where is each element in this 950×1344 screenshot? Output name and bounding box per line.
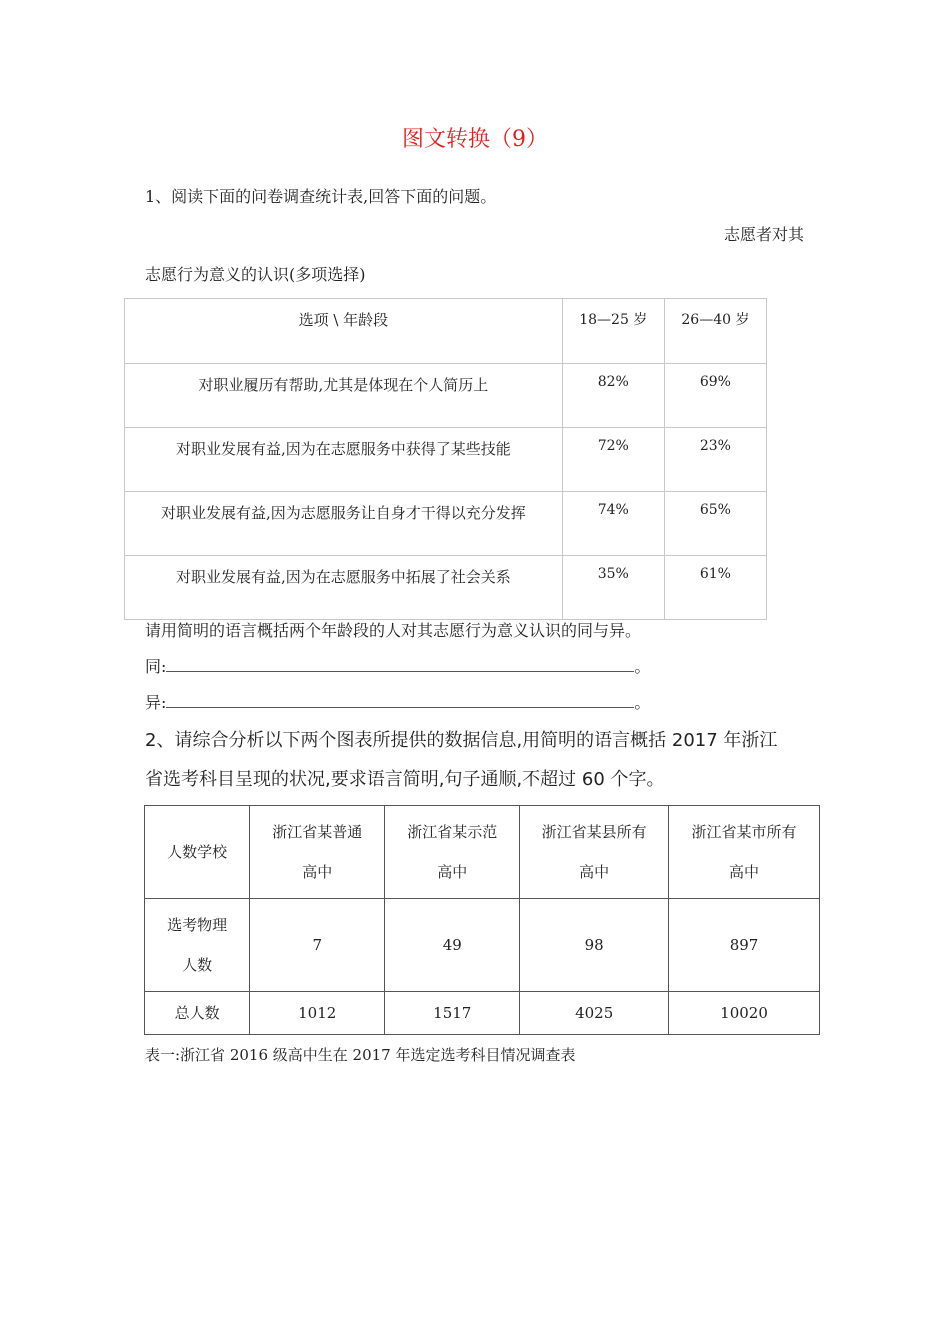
table-caption: 表一:浙江省 2016 级高中生在 2017 年选定选考科目情况调查表: [145, 1046, 576, 1064]
school-cell: 浙江省某县所有 高中: [520, 806, 669, 899]
table-row: [125, 364, 767, 428]
header-cell: 26—40 岁: [664, 299, 766, 364]
end-mark: 。: [634, 657, 651, 676]
header-cell: 选项 \ 年龄段: [125, 299, 563, 364]
option-cell: 对职业发展有益,因为在志愿服务中拓展了社会关系: [125, 556, 563, 620]
end-mark: 。: [634, 693, 651, 712]
table-header-row: [125, 299, 767, 364]
corner-cell: 人数学校: [145, 806, 250, 899]
value-cell: 7: [250, 899, 385, 992]
value-cell: 1517: [385, 992, 520, 1035]
diff-label: 异:: [145, 693, 167, 712]
value-cell: 98: [520, 899, 669, 992]
answer-same-blank[interactable]: [166, 657, 634, 672]
value-cell: 65%: [664, 492, 766, 556]
school-cell: 浙江省某示范 高中: [385, 806, 520, 899]
question-2-line-1: 2、请综合分析以下两个图表所提供的数据信息,用简明的语言概括 2017 年浙江: [145, 730, 778, 751]
table-row: [145, 899, 820, 992]
table-row: [125, 556, 767, 620]
option-cell: 对职业发展有益,因为在志愿服务中获得了某些技能: [125, 428, 563, 492]
answer-diff-blank[interactable]: [166, 693, 634, 708]
value-cell: 35%: [562, 556, 664, 620]
value-cell: 10020: [669, 992, 820, 1035]
header-cell: 18—25 岁: [562, 299, 664, 364]
value-cell: 23%: [664, 428, 766, 492]
answer-diff-row: [145, 690, 650, 713]
same-label: 同:: [145, 657, 167, 676]
school-cell: 浙江省某市所有 高中: [669, 806, 820, 899]
value-cell: 61%: [664, 556, 766, 620]
question-2-line-2: 省选考科目呈现的状况,要求语言简明,句子通顺,不超过 60 个字。: [145, 769, 665, 790]
value-cell: 897: [669, 899, 820, 992]
option-cell: 对职业履历有帮助,尤其是体现在个人简历上: [125, 364, 563, 428]
option-cell: 对职业发展有益,因为志愿服务让自身才干得以充分发挥: [125, 492, 563, 556]
value-cell: 82%: [562, 364, 664, 428]
table-label-right: 志愿者对其: [723, 225, 804, 244]
value-cell: 74%: [562, 492, 664, 556]
table-label-sub: 志愿行为意义的认识(多项选择): [145, 265, 366, 284]
row-label-cell: 选考物理 人数: [145, 899, 250, 992]
table-row: [125, 492, 767, 556]
page-title: 图文转换（9）: [402, 127, 548, 152]
answer-same-row: [145, 654, 650, 677]
survey-table: [124, 298, 767, 620]
school-cell: 浙江省某普通 高中: [250, 806, 385, 899]
value-cell: 69%: [664, 364, 766, 428]
row-label-cell: 总人数: [145, 992, 250, 1035]
physics-table: [144, 805, 820, 1035]
value-cell: 4025: [520, 992, 669, 1035]
table-header-row: [145, 806, 820, 899]
question-1-text: 1、阅读下面的问卷调查统计表,回答下面的问题。: [145, 187, 497, 206]
question-1-prompt: 请用简明的语言概括两个年龄段的人对其志愿行为意义认识的同与异。: [145, 621, 642, 640]
table-row: [145, 992, 820, 1035]
table-row: [125, 428, 767, 492]
value-cell: 72%: [562, 428, 664, 492]
value-cell: 1012: [250, 992, 385, 1035]
value-cell: 49: [385, 899, 520, 992]
